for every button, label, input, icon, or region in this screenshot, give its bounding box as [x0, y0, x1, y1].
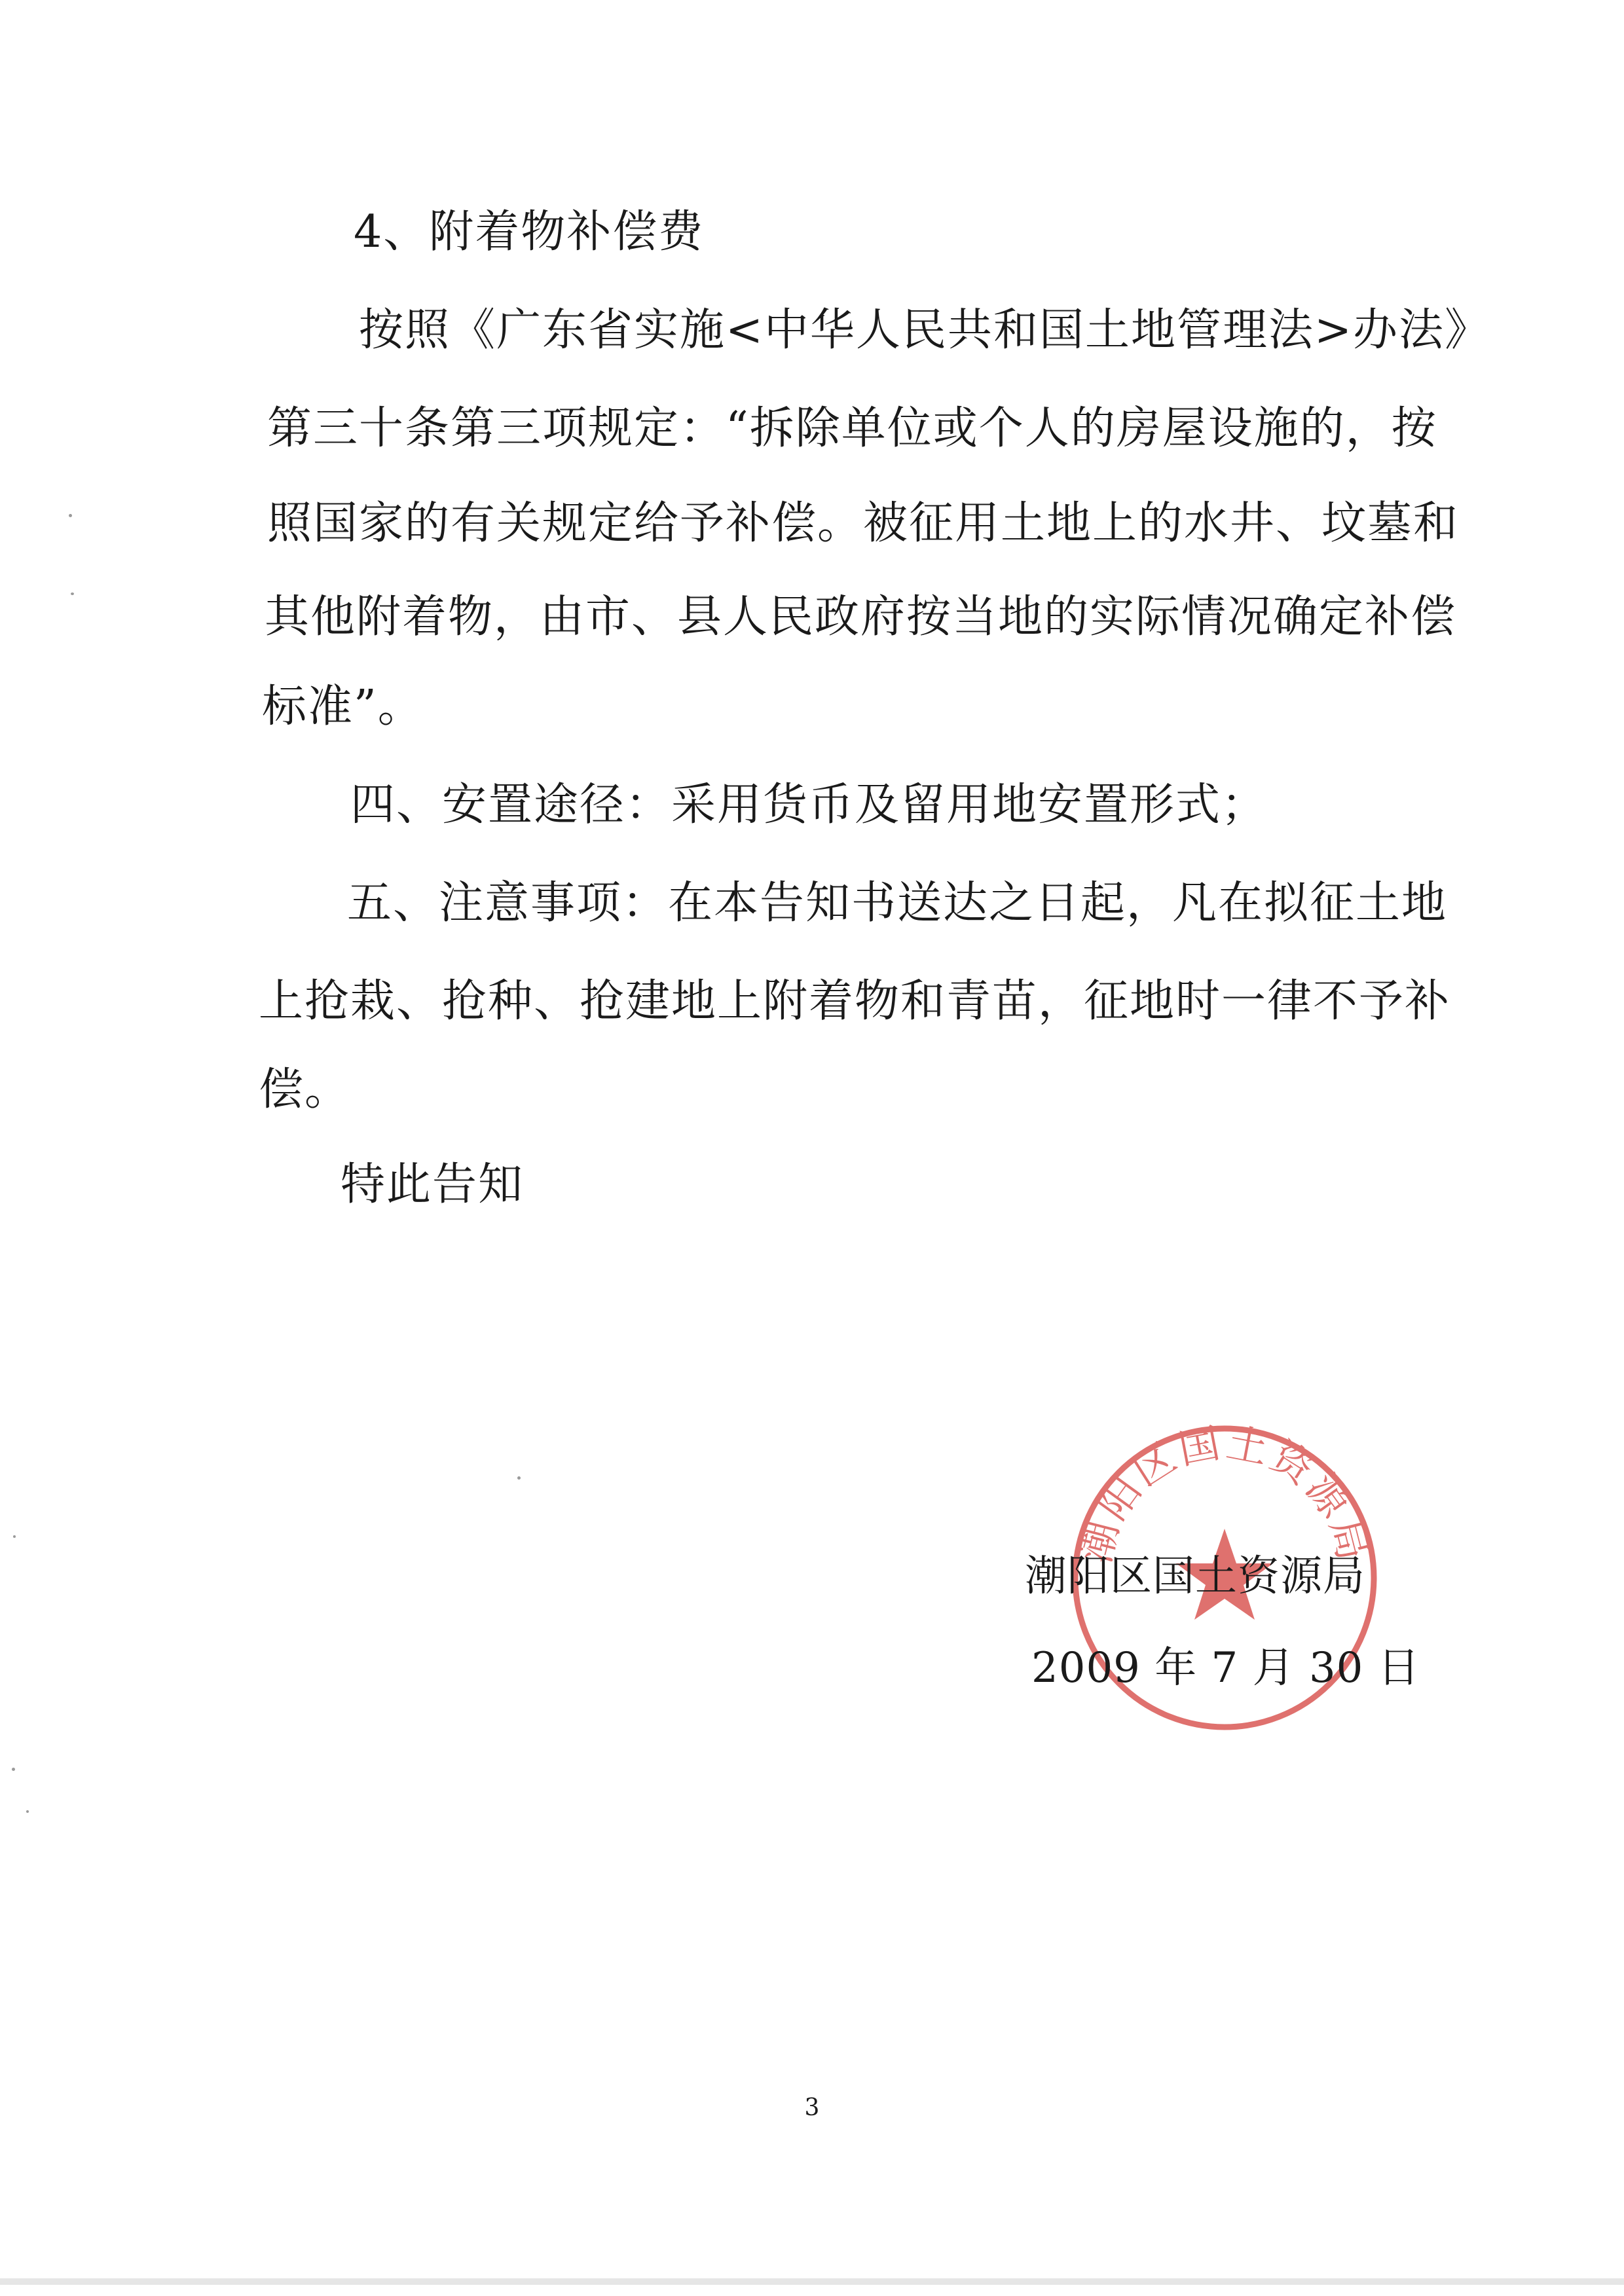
scan-speck: [13, 1535, 16, 1538]
seal-arc-label: 潮阳区国土资源局: [1071, 1418, 1378, 1568]
paragraph-1-line-5: 标准”。: [262, 681, 424, 733]
paragraph-1-line-4: 其他附着物，由市、县人民政府按当地的实际情况确定补偿: [265, 591, 1457, 643]
scan-speck: [517, 1476, 521, 1480]
paragraph-1-line-1: 按照《广东省实施<中华人民共和国土地管理法>办法》: [359, 304, 1490, 356]
signature-date: 2009 年 7 月 30 日: [1031, 1644, 1420, 1692]
item-5-line-2: 上抢栽、抢种、抢建地上附着物和青苗，征地时一律不予补: [259, 975, 1451, 1027]
item-5-line-1: 五、注意事项：在本告知书送达之日起，凡在拟征土地: [347, 877, 1448, 929]
paragraph-1-line-2: 第三十条第三项规定：“拆除单位或个人的房屋设施的，按: [267, 403, 1437, 454]
closing-text: 特此告知: [341, 1159, 525, 1211]
paragraph-1-line-3: 照国家的有关规定给予补偿。被征用土地上的水井、坟墓和: [267, 498, 1460, 549]
section-heading: 4、附着物补偿费: [354, 206, 705, 258]
scan-bottom-edge: [0, 2278, 1624, 2285]
signature-organization: 潮阳区国土资源局: [1025, 1552, 1365, 1601]
scan-speck: [69, 514, 72, 517]
scan-speck: [71, 592, 74, 595]
page-number: 3: [804, 2094, 820, 2121]
item-4-resettlement: 四、安置途径：采用货币及留用地安置形式；: [350, 779, 1268, 831]
scan-speck: [12, 1768, 15, 1771]
item-5-line-3: 偿。: [259, 1064, 351, 1116]
scan-speck: [26, 1810, 29, 1813]
